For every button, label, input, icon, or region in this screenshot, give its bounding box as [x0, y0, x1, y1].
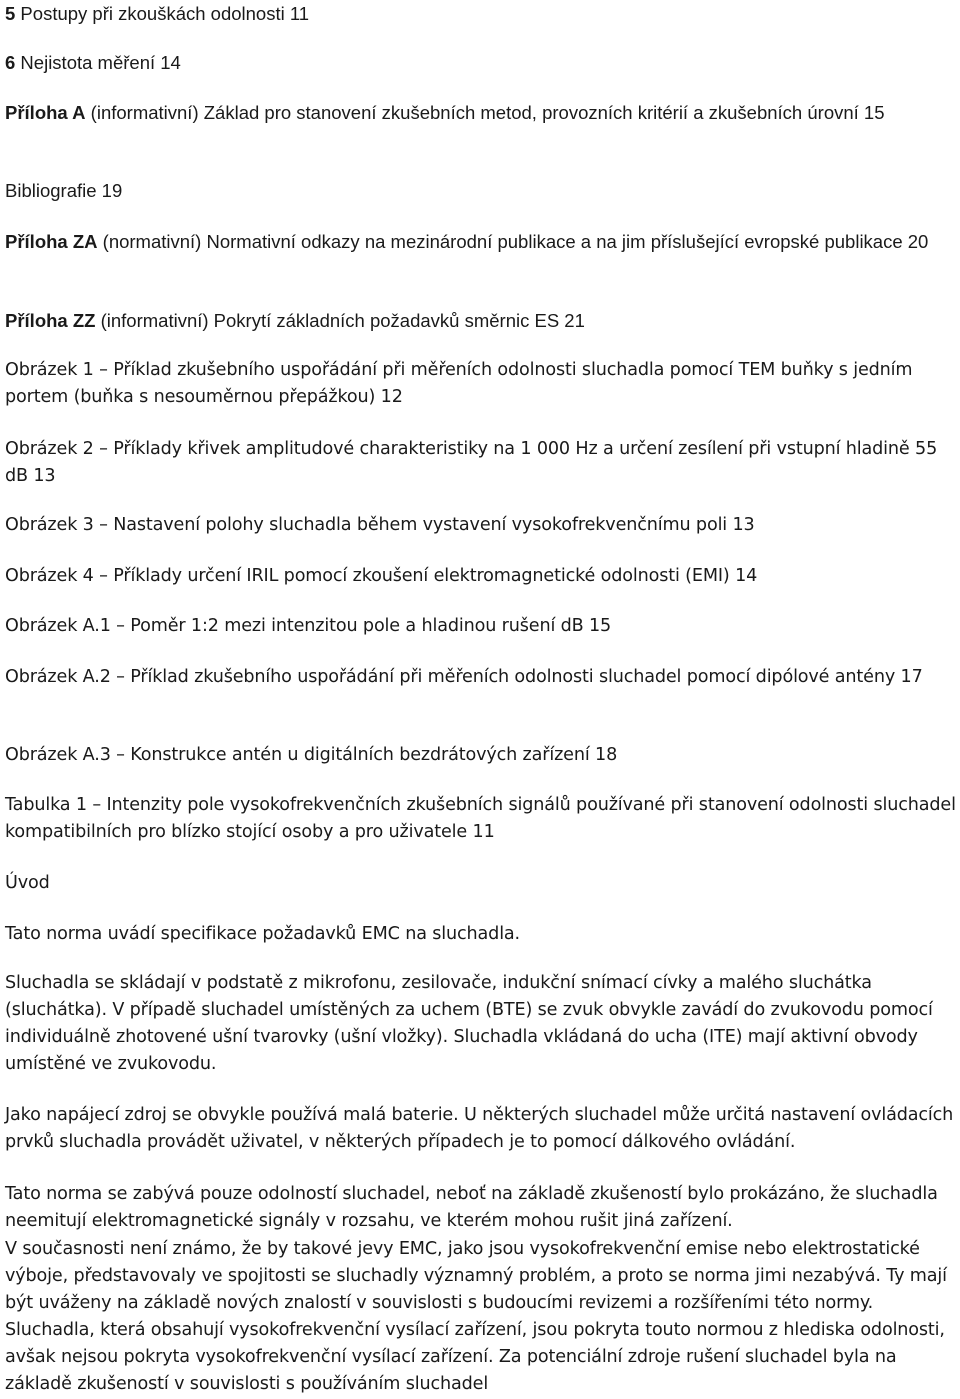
figure-list-entry-3[interactable]: Obrázek 3 – Nastavení polohy sluchadla během vystavení vysokofrekvenčnímu poli 13	[5, 515, 755, 535]
toc-number: 5	[5, 3, 16, 24]
toc-annex-label: Příloha ZZ	[5, 310, 96, 331]
intro-paragraph-4: Tato norma se zabývá pouze odolností sluchadel, neboť na základě zkušeností bylo prokázáno, že sluchadla neemitují elektromagnetické signály v rozsahu, ve kterém mohou rušit jiná zařízení.	[5, 1184, 938, 1231]
toc-entry-annex-za[interactable]	[5, 228, 957, 255]
figure-list-entry-a3[interactable]: Obrázek A.3 – Konstrukce antén u digitálních bezdrátových zařízení 18	[5, 745, 618, 765]
toc-text: Postupy při zkouškách odolnosti 11	[15, 3, 310, 24]
toc-text: (informativní) Pokrytí základních požadavků směrnic ES 21	[95, 310, 585, 331]
toc-entry-section-5[interactable]	[5, 0, 957, 27]
figure-list-entry-a2[interactable]: Obrázek A.2 – Příklad zkušebního uspořádání při měřeních odolnosti sluchadel pomocí dipólové antény 17	[5, 667, 923, 687]
intro-paragraph-3: Jako napájecí zdroj se obvykle používá malá baterie. U některých sluchadel může určitá nastavení ovládacích prvků sluchadla provádět uživatel, v některých případech je to pomocí dálkového ovládání.	[5, 1105, 954, 1152]
toc-text: (informativní) Základ pro stanovení zkušebních metod, provozních kritérií a zkušebních úrovní 15	[85, 102, 885, 123]
figure-list-entry-1[interactable]: Obrázek 1 – Příklad zkušebního uspořádání při měřeních odolnosti sluchadla pomocí TEM buňky s jedním portem (buňka s nesouměrnou přepážkou) 12	[5, 360, 913, 407]
toc-entry-section-6[interactable]	[5, 49, 957, 76]
table-list-entry-1[interactable]: Tabulka 1 – Intenzity pole vysokofrekvenčních zkušebních signálů používané při stanovení odolnosti sluchadel kompatibilních pro blízko stojící osoby a pro uživatele 11	[5, 795, 956, 842]
toc-number: 6	[5, 52, 16, 73]
intro-paragraph-2: Sluchadla se skládají v podstatě z mikrofonu, zesilovače, indukční snímací cívky a malého sluchátka (sluchátka). V případě sluchadel umístěných za uchem (BTE) se zvuk obvykle zavádí do zvukovodu pomocí individuálně zhotovené ušní tvarovky (ušní vložky). Sluchadla vkládaná do ucha (ITE) mají aktivní obvody umístěné ve zvukovodu.	[5, 973, 933, 1074]
intro-paragraph-1: Tato norma uvádí specifikace požadavků EMC na sluchadla.	[5, 924, 521, 944]
figure-list-entry-a1[interactable]: Obrázek A.1 – Poměr 1:2 mezi intenzitou pole a hladinou rušení dB 15	[5, 616, 612, 636]
toc-entry-annex-zz[interactable]	[5, 307, 957, 334]
section-heading-intro: Úvod	[5, 873, 50, 893]
toc-text: Nejistota měření 14	[15, 52, 181, 73]
toc-text: (normativní) Normativní odkazy na mezinárodní publikace a na jim příslušející evropské publikace 20	[97, 231, 929, 252]
toc-annex-label: Příloha ZA	[5, 231, 98, 252]
toc-entry-bibliography[interactable]: Bibliografie 19	[5, 180, 123, 201]
toc-entry-annex-a[interactable]	[5, 99, 957, 126]
figure-list-entry-2[interactable]: Obrázek 2 – Příklady křivek amplitudové charakteristiky na 1 000 Hz a určení zesílení při vstupní hladině 55 dB 13	[5, 439, 938, 486]
intro-paragraph-5: V současnosti není známo, že by takové jevy EMC, jako jsou vysokofrekvenční emise nebo elektrostatické výboje, představovaly ve spojitosti se sluchadly významný problém, a proto se norma jimi nezabývá. Ty mají být uváženy na základě nových znalostí v souvislosti s budoucími revizemi a rozšířeními této normy. Sluchadla, která obsahují vysokofrekvenční vysílací zařízení, jsou pokryta touto normou z hlediska odolnosti, avšak nejsou pokryta vysokofrekvenční vysílací zařízení. Za potenciální zdroje rušení sluchadel byla na základě zkušeností v souvislosti s používáním sluchadel	[5, 1239, 947, 1394]
toc-annex-label: Příloha A	[5, 102, 86, 123]
figure-list-entry-4[interactable]: Obrázek 4 – Příklady určení IRIL pomocí zkoušení elektromagnetické odolnosti (EMI) 14	[5, 566, 758, 586]
